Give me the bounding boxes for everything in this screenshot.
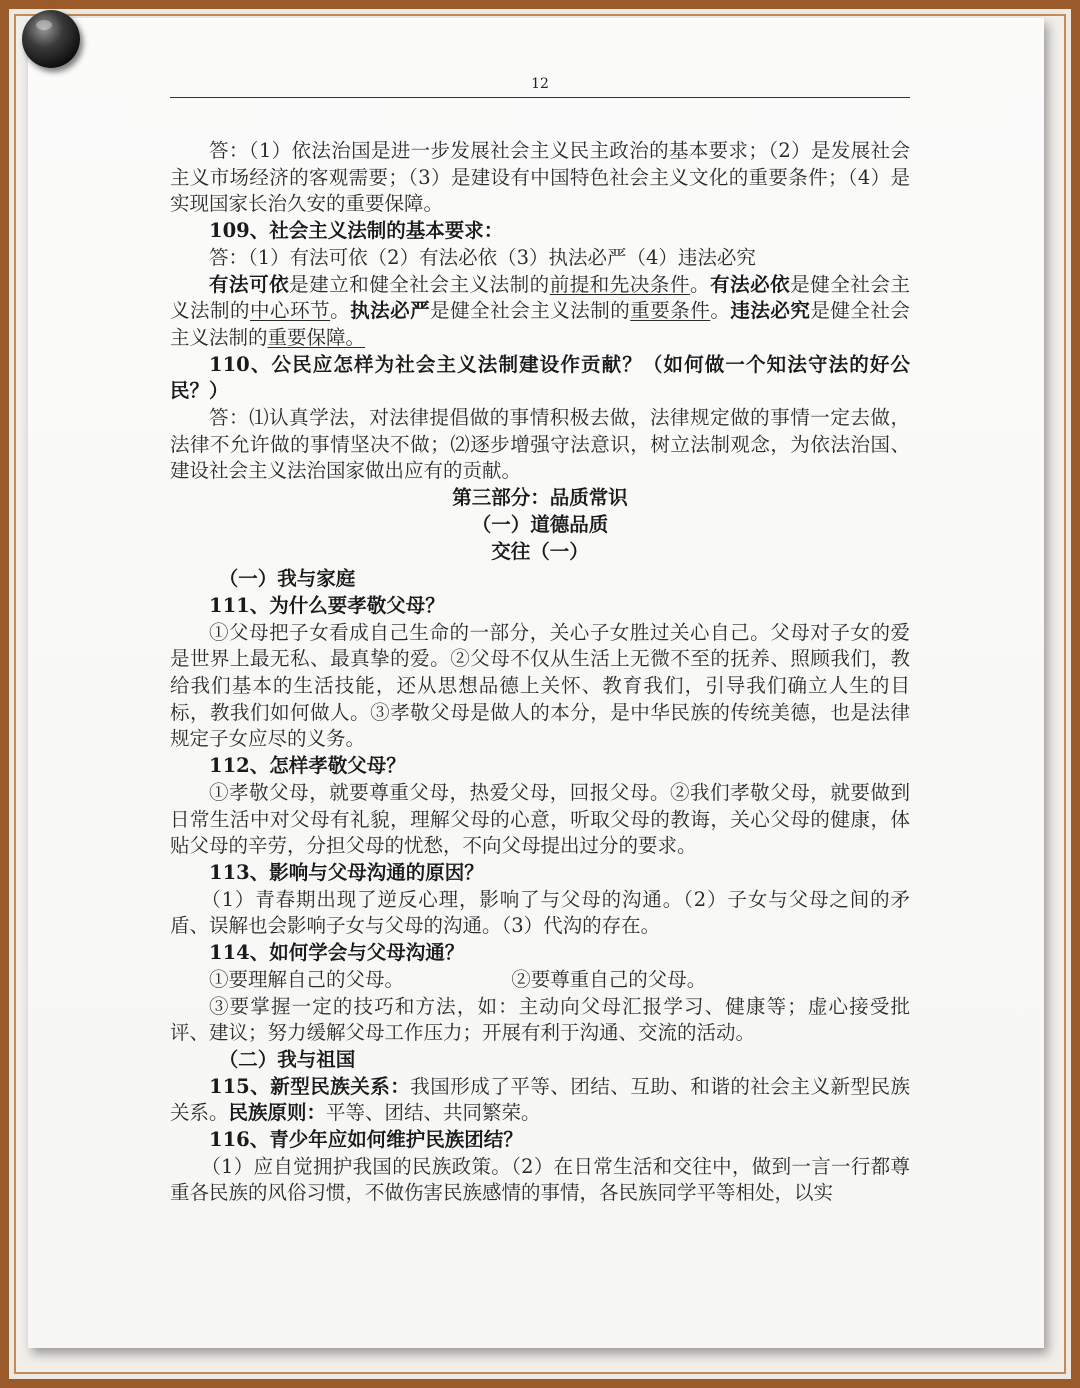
part-subtitle: （一）道德品质 bbox=[471, 512, 609, 536]
header-rule bbox=[170, 97, 910, 98]
q115-principle-text: 平等、团结、共同繁荣。 bbox=[326, 1101, 541, 1125]
question-115 bbox=[170, 1074, 910, 1127]
part-subtitle-2: 交往（一） bbox=[491, 539, 589, 563]
part-title: 第三部分：品质常识 bbox=[452, 486, 628, 510]
answer-116: （1）应自觉拥护我国的民族政策。（2）在日常生活和交往中，做到一言一行都尊重各民族的风俗习惯，不做伤害民族感情的事情，各民族同学平等相处，以实 bbox=[170, 1154, 910, 1205]
text-6: 。 bbox=[710, 299, 731, 323]
section-heading-2: （二）我与祖国 bbox=[218, 1047, 356, 1071]
underlined-2: 中心环节 bbox=[250, 299, 331, 323]
answer-113: （1）青春期出现了逆反心理，影响了与父母的沟通。（2）子女与父母之间的矛盾、误解也会影响子女与父母的沟通。（3）代沟的存在。 bbox=[170, 887, 910, 938]
text-4: 。 bbox=[330, 299, 351, 323]
term-3: 执法必严 bbox=[350, 299, 431, 323]
answer-114-item-1: ①要理解自己的父母。 bbox=[209, 967, 405, 991]
term-1: 有法可依 bbox=[209, 272, 290, 296]
section-heading-1: （一）我与家庭 bbox=[218, 567, 356, 591]
q115-principle-label: 民族原则： bbox=[228, 1101, 327, 1125]
answer-114-line-1 bbox=[170, 967, 910, 994]
page-number: 12 bbox=[531, 76, 549, 92]
text-2: 。 bbox=[690, 272, 711, 296]
text-1: 是建立和健全社会主义法制的 bbox=[289, 272, 550, 296]
question-109: 109、社会主义法制的基本要求： bbox=[209, 219, 504, 243]
term-2: 有法必依 bbox=[710, 272, 791, 296]
question-114: 114、如何学会与父母沟通？ bbox=[209, 941, 465, 965]
text-5: 是健全社会主义法制的 bbox=[430, 299, 631, 323]
answer-114-item-2: ②要尊重自己的父母。 bbox=[511, 967, 707, 991]
pushpin-icon bbox=[22, 10, 80, 68]
q115-label: 115、新型民族关系： bbox=[209, 1074, 411, 1098]
text-7: 是健全社会主义法制的 bbox=[170, 299, 910, 349]
answer-109-detail bbox=[170, 272, 910, 352]
answer-108: 答：（1）依法治国是进一步发展社会主义民主政治的基本要求；（2）是发展社会主义市场经济的客观需要；（3）是建设有中国特色社会主义文化的重要条件；（4）是实现国家长治久安的重要保障。 bbox=[170, 139, 910, 216]
document-body bbox=[170, 138, 910, 1207]
question-111: 111、为什么要孝敬父母？ bbox=[209, 593, 445, 617]
answer-111: ①父母把子女看成自己生命的一部分，关心子女胜过关心自己。父母对子女的爱是世界上最无私、最真挚的爱。②父母不仅从生活上无微不至的抚养、照顾我们，教给我们基本的生活技能，还从思想品德上关怀、教育我们，引导我们确立人生的目标，教我们如何做人。③孝敬父母是做人的本分，是中华民族的传统美德，也是法律规定子女应尽的义务。 bbox=[170, 620, 910, 751]
q115-text: 我国形成了平等、团结、互助、和谐的社会主义新型民族关系。 bbox=[170, 1074, 910, 1125]
answer-109: 答：（1）有法可依（2）有法必依（3）执法必严（4）违法必究 bbox=[209, 245, 756, 269]
answer-110: 答：⑴认真学法，对法律提倡做的事情积极去做，法律规定做的事情一定去做，法律不允许做的事情坚决不做；⑵逐步增强守法意识，树立法制观念，为依法治国、建设社会主义法治国家做出应有的贡献。 bbox=[170, 406, 910, 483]
answer-114-item-3: ③要掌握一定的技巧和方法，如：主动向父母汇报学习、健康等；虚心接受批评、建议；努力缓解父母工作压力；开展有利于沟通、交流的活动。 bbox=[170, 994, 910, 1045]
term-4: 违法必究 bbox=[730, 299, 811, 323]
question-112: 112、怎样孝敬父母？ bbox=[209, 754, 406, 778]
question-110: 110、公民应怎样为社会主义法制建设作贡献？（如何做一个知法守法的好公民？） bbox=[170, 352, 910, 403]
text-3: 是健全社会主义法制的 bbox=[170, 272, 910, 323]
underlined-3: 重要条件 bbox=[630, 299, 711, 323]
underlined-1: 前提和先决条件 bbox=[549, 272, 691, 296]
question-116: 116、青少年应如何维护民族团结？ bbox=[209, 1128, 523, 1152]
answer-112: ①孝敬父母，就要尊重父母，热爱父母，回报父母。②我们孝敬父母，就要做到日常生活中对父母有礼貌，理解父母的心意，听取父母的教诲，关心父母的健康，体贴父母的辛劳，分担父母的忧愁，不向父母提出过分的要求。 bbox=[170, 780, 910, 858]
question-113: 113、影响与父母沟通的原因？ bbox=[209, 860, 484, 884]
underlined-4: 重要保障。 bbox=[267, 325, 366, 349]
